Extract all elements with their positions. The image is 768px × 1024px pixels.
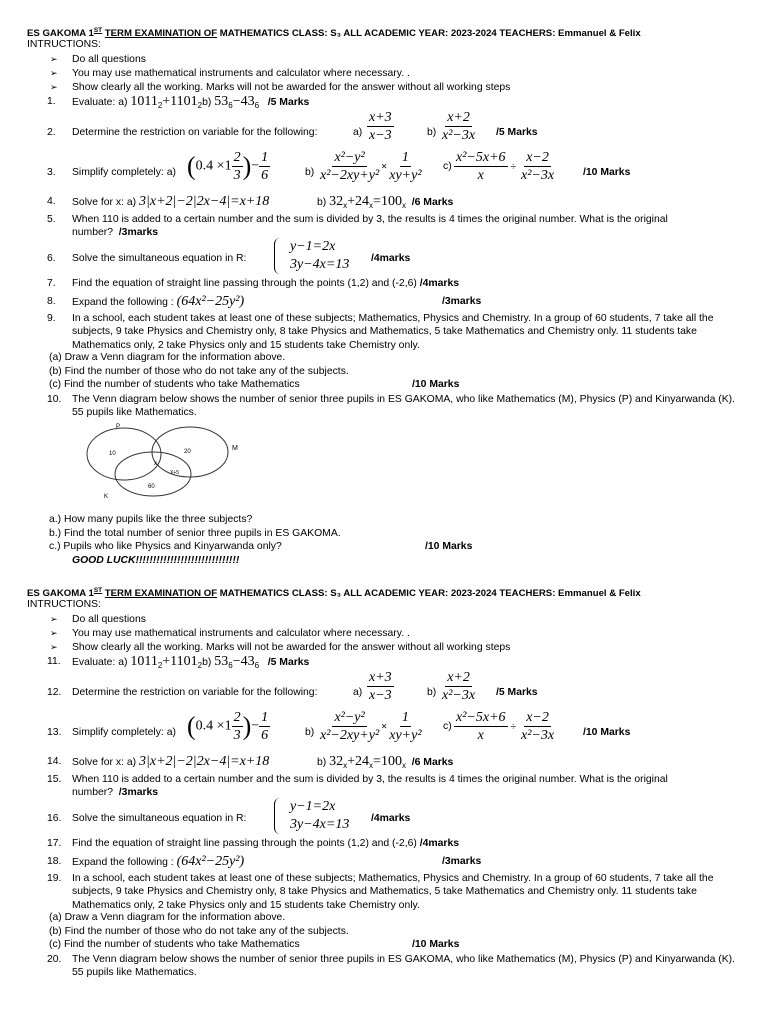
q10-marks: /10 Marks — [425, 541, 473, 552]
venn-value-k-only: 60 — [148, 484, 155, 490]
exam-header — [27, 587, 641, 599]
arrow-bullet-icon: ➢ — [50, 642, 58, 652]
expression-13a: (0.4 ×1 $\frac{2}{3}$ )− $\frac{1}{6}$ — [187, 710, 269, 743]
instruction-item: ➢ Do all questions — [50, 54, 146, 65]
fraction-2a: $\frac{x+3}{x-3}$ — [369, 110, 392, 143]
expression-3c: $\frac{\text{x²−5x+6}}{x}$ ÷ $\frac{x-2}{\text{x²−3x}}$ — [456, 150, 555, 183]
school-name: ES GAKOMA 1 — [27, 588, 94, 600]
instruction-item: ➢ Show clearly all the working. Marks will not be awarded for the answer without all working steps — [50, 642, 511, 653]
term-ordinal: ST — [93, 27, 103, 34]
header-details: MATHEMATICS CLASS: S₃ ALL ACADEMIC YEAR: 2023-2024 TEACHERS: Emmanuel & Felix — [217, 588, 641, 600]
fraction-12a: $\frac{x+3}{x-3}$ — [369, 670, 392, 703]
expression-13c: $\frac{\text{x²−5x+6}}{x}$ ÷ $\frac{x-2}{\text{x²−3x}}$ — [456, 710, 555, 743]
system-brace — [274, 238, 282, 274]
arrow-bullet-icon: ➢ — [50, 614, 58, 624]
header-details: MATHEMATICS CLASS: S₃ ALL ACADEMIC YEAR: 2023-2024 TEACHERS: Emmanuel & Felix — [217, 28, 641, 40]
instructions-title: INTRUCTIONS: — [27, 39, 101, 50]
system-brace — [274, 798, 282, 834]
instruction-item: ➢ You may use mathematical instruments and calculator where necessary. . — [50, 68, 410, 79]
instruction-item: ➢ You may use mathematical instruments and calculator where necessary. . — [50, 628, 410, 639]
venn-label-p: P — [116, 424, 121, 430]
expression-3a: (0.4 ×1 $\frac{2}{3}$ )− $\frac{1}{6}$ — [187, 150, 269, 183]
venn-value-p-only: 10 — [109, 451, 116, 457]
term-title: TERM EXAMINATION OF — [104, 588, 218, 600]
venn-label-k: K — [104, 494, 109, 500]
equation-system: y−1=2x 3y−4x=13 — [290, 239, 350, 272]
arrow-bullet-icon: ➢ — [50, 54, 58, 64]
arrow-bullet-icon: ➢ — [50, 628, 58, 638]
venn-value-center: x — [154, 461, 157, 467]
school-name: ES GAKOMA 1 — [27, 28, 94, 40]
expression-3b: $\frac{\text{x²−y²}}{\text{x²−2xy+y²}}$ × $\frac{1}{\text{xy+y²}}$ — [320, 150, 422, 183]
expression-13b: $\frac{\text{x²−y²}}{\text{x²−2xy+y²}}$ × $\frac{1}{\text{xy+y²}}$ — [320, 710, 422, 743]
good-luck: GOOD LUCK!!!!!!!!!!!!!!!!!!!!!!!!!!!!!! — [72, 555, 240, 566]
venn-diagram — [80, 420, 250, 500]
fraction-2b: $\frac{x+2}{\text{x²−3x}}$ — [442, 110, 476, 143]
equation-system: y−1=2x 3y−4x=13 — [290, 799, 350, 832]
venn-value-pm: 20 — [184, 449, 191, 455]
q10-part-c: c.) Pupils who like Physics and Kinyarwanda only? — [49, 541, 282, 552]
instruction-item: ➢ Show clearly all the working. Marks will not be awarded for the answer without all working steps — [50, 82, 511, 93]
fraction-12b: $\frac{x+2}{\text{x²−3x}}$ — [442, 670, 476, 703]
term-title: TERM EXAMINATION OF — [104, 28, 218, 40]
exam-header — [27, 27, 641, 39]
q10-part-b: b.) Find the total number of senior three pupils in ES GAKOMA. — [49, 528, 341, 539]
venn-value-mk: X+5 — [170, 470, 180, 476]
instructions-title: INTRUCTIONS: — [27, 599, 101, 610]
venn-label-m: M — [232, 445, 238, 452]
term-ordinal: ST — [93, 587, 103, 594]
arrow-bullet-icon: ➢ — [50, 82, 58, 92]
q10-part-a: a.) How many pupils like the three subjects? — [49, 514, 253, 525]
arrow-bullet-icon: ➢ — [50, 68, 58, 78]
instruction-item: ➢ Do all questions — [50, 614, 146, 625]
circle-p — [87, 428, 161, 480]
